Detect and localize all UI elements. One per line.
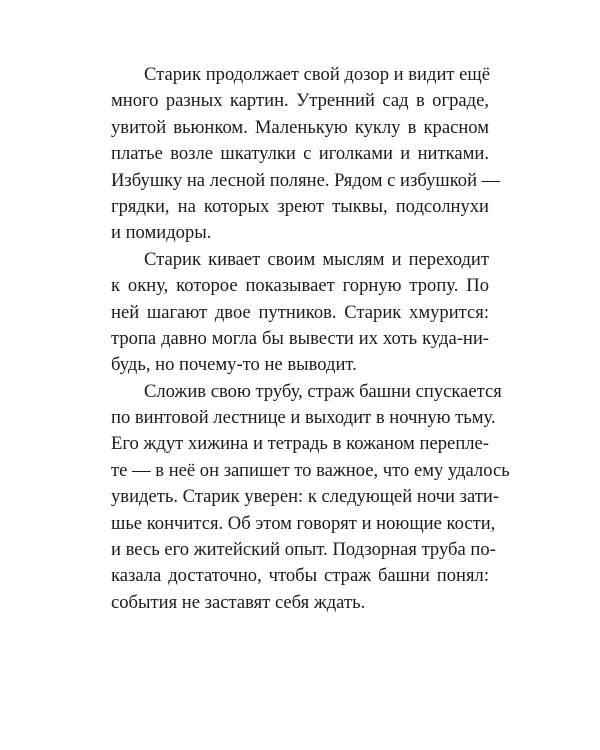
text-line: события не заставят себя ждать. [111, 591, 366, 613]
paragraph-2 [111, 247, 489, 379]
text-line: грядки, на которых зреют тыквы, подсолнухи [111, 195, 489, 217]
text-line: Старик кивает своим мыслям и переходит [144, 248, 489, 270]
paragraph-1 [111, 62, 501, 247]
text-line: увитой вьюнком. Маленькую куклу в красном [111, 116, 489, 138]
text-line: те — в неё он запишет то важное, что ему удалось [111, 459, 510, 481]
text-line: ней шагают двое путников. Старик хмурится: [111, 301, 489, 323]
text-line: тропа давно могла бы вывести их хоть куда-ни- [111, 327, 489, 349]
text-line: шье кончится. Об этом говорят и ноющие кости, [111, 512, 496, 534]
text-line: Его ждут хижина и тетрадь в кожаном перепле- [111, 433, 489, 455]
text-line: и помидоры. [111, 222, 212, 244]
text-line: и весь его житейский опыт. Подзорная труба по- [111, 539, 496, 561]
text-line: Избушку на лесной поляне. Рядом с избушкой — [111, 169, 501, 191]
text-line: платье возле шкатулки с иголками и нитками. [111, 143, 489, 165]
text-line: много разных картин. Утренний сад в ограде, [111, 90, 489, 112]
text-line: Старик продолжает свой дозор и видит ещё [144, 64, 490, 85]
text-line: казала достаточно, чтобы страж башни понял: [111, 565, 489, 587]
text-line: Сложив свою трубу, страж башни спускается [144, 380, 502, 402]
text-line: к окну, которое показывает горную тропу. По [111, 275, 489, 297]
text-line: будь, но почему-то не выводит. [111, 354, 357, 376]
text-line: увидеть. Старик уверен: к следующей ночи зати- [111, 486, 500, 508]
text-block [111, 62, 510, 616]
text-line: по винтовой лестнице и выходит в ночную тьму. [111, 407, 496, 429]
paragraph-3 [111, 379, 510, 617]
